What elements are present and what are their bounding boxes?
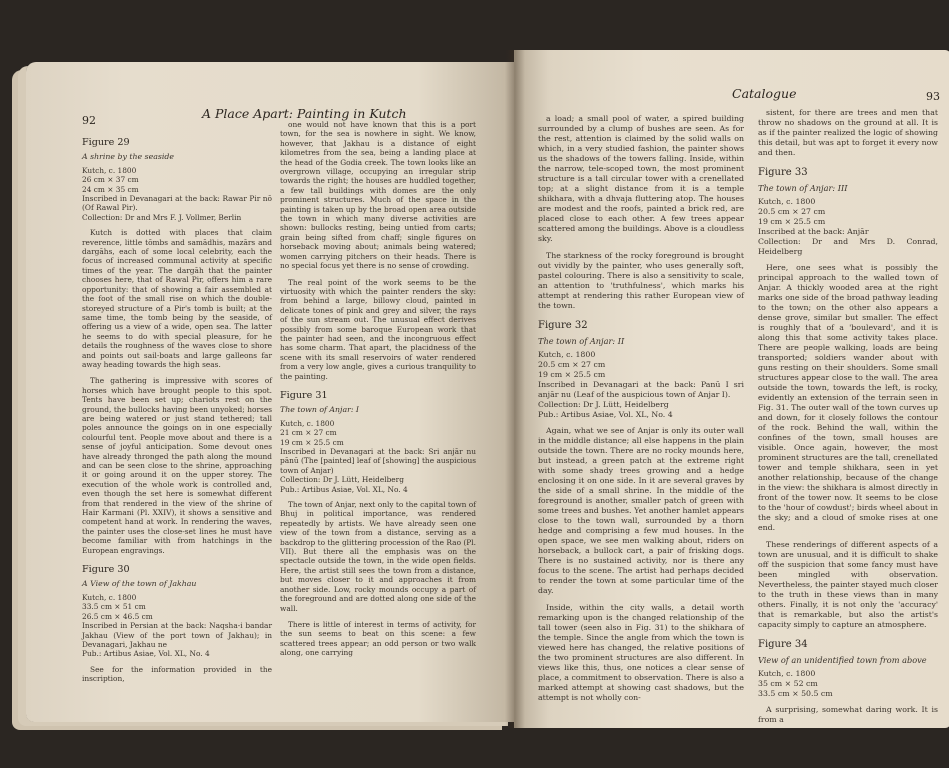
meta-line: Collection: Dr and Mrs F. J. Vollmer, Berlin bbox=[82, 212, 242, 222]
meta-line: Pub.: Artibus Asiae, Vol. XL, No. 4 bbox=[538, 410, 673, 419]
figure-31-meta bbox=[280, 419, 476, 494]
figure-29-title: A shrine by the seaside bbox=[82, 152, 174, 162]
meta-line: Inscribed in Devanagari at the back: Panū I sri anjār nu (Leaf of the auspicious town of Anjar I). bbox=[538, 380, 744, 399]
figure-33-label: Figure 33 bbox=[758, 167, 808, 178]
paragraph: The gathering is impressive with scores of horses which have brought people to this spot. Tents have been set up; chariots rest on the ground, the bullocks having been unyoked; horses are being watered or just stand tethered; tall poles announce the goings on in one especially colourful tent. People move about and there is a sense of joyful anticipation. Some devout ones have already thronged the path along the mound and can be seen close to the shrine, approaching it or going around it on the upper storey. The execution of the whole work is controlled and, even though the set here is somewhat different from that rendered in the view of the shrine of Hair Karmani (Pl. XXIV), it shows a sensitive and competent hand at work. In rendering the waves, the painter uses the close-set lines he must have become familiar with from hatchings in the European engravings. bbox=[82, 376, 272, 555]
figure-32-meta bbox=[538, 350, 744, 420]
meta-line: Collection: Dr J. Lütt, Heidelberg bbox=[280, 475, 404, 485]
meta-line: 33.5 cm × 50.5 cm bbox=[758, 689, 833, 698]
running-head-left: A Place Apart: Painting in Kutch bbox=[202, 106, 407, 121]
right-column-1 bbox=[538, 114, 744, 710]
figure-32-label: Figure 32 bbox=[538, 320, 588, 331]
meta-line: Collection: Dr and Mrs D. Conrad, Heidelberg bbox=[758, 237, 938, 256]
paragraph: a load; a small pool of water, a spired building surrounded by a clump of bushes are seen. As for the rest, attention is claimed by the solid walls on which, in a very studied fashion, the painter shows us the shadows of the towers falling. Inside, within the narrow, tele-scoped town, the most prominent structure is a tall circular tower with a crenellated top; at a slight distance from it is a temple shikhara, with a dhvaja fluttering atop. The houses are modest and the roofs, painted a brick red, are placed close to each other. A few trees appear scattered among the buildings. Above is a cloudless sky. bbox=[538, 114, 744, 243]
paragraph: Kutch is dotted with places that claim reverence, little tōmbs and samādhis, mazārs and dargāhs, each of some local celebrity, each the focus of increased communal activity at specific times of the year. The dargāh that the painter chooses here, that of Rawal Pir, offers him a rare opportunity: that of showing a fair assembled at the foot of the small rise on which the double-storeyed structure of a Pir's tomb is built; at the same time, the tomb being by the seaside, of offering us a view of a wide, open sea. The latter he seems to do with special pleasure, for he details the roughness of the waves close to shore and points out sail-boats and large galleons far away heading towards the high seas. bbox=[82, 228, 272, 369]
meta-line: Kutch, c. 1800 bbox=[280, 418, 335, 428]
meta-line: 21 cm × 27 cm bbox=[280, 428, 337, 438]
meta-line: Kutch, c. 1800 bbox=[82, 592, 137, 602]
figure-29-meta bbox=[82, 166, 272, 222]
meta-line: 19 cm × 25.5 cm bbox=[758, 217, 826, 226]
meta-line: Inscribed in Persian at the back: Naqsha-i bandar Jakhau (View of the port town of Jakhau); in Devanagari, Jakhau ne bbox=[82, 621, 272, 649]
figure-34-label: Figure 34 bbox=[758, 639, 808, 650]
figure-30-label: Figure 30 bbox=[82, 564, 130, 576]
meta-line: 26 cm × 37 cm bbox=[82, 175, 139, 185]
paragraph: Here, one sees what is possibly the principal approach to the walled town of Anjar. A thickly wooded area at the right marks one side of the broad pathway leading to the town; on the other also appears a dense grove, similar but smaller. The effect is roughly that of a 'boulevard', and it is along this that some activity takes place. There are people walking, loads are being transported; soldiers wander about with guns resting on their shoulders. Some small structures appear close to the wall. The area outside the town, towards the left, is rocky, evidently an extension of the terrain seen in Fig. 31. The outer wall of the town curves up and down, for it closely follows the contour of the rock. Behind the wall, within the confines of the town, small houses are visible. Once again, however, the most prominent structures are the tall, crenellated tower and temple shikhara, seen in yet another relationship, because of the change in the view: the shikhara is almost directly in front of the tower now. It seems to be close to the 'hour of cowdust'; birds wheel about in the sky; and a cloud of smoke rises at one end. bbox=[758, 263, 938, 532]
meta-line: Kutch, c. 1800 bbox=[538, 350, 596, 359]
figure-29-label: Figure 29 bbox=[82, 137, 130, 148]
meta-line: 24 cm × 35 cm bbox=[82, 184, 139, 194]
paragraph: The town of Anjar, next only to the capital town of Bhuj in political importance, was rendered repeatedly by artists. We have already seen one view of the town from a distance, serving as a backdrop to the glittering procession of the Rao (Pl. VII). But there all the emphasis was on the spectacle outside the town, in the wide open fields. Here, the artist still sees the town from a distance, but moves closer to it and approaches it from another side. Low, rocky mounds occupy a part of the foreground and are dotted along one side of the wall. bbox=[280, 500, 476, 613]
paragraph: See for the information provided in the inscription, bbox=[82, 664, 272, 684]
figure-30-meta bbox=[82, 593, 272, 659]
figure-31-title: The town of Anjar: I bbox=[280, 405, 360, 415]
meta-line: 19 cm × 25.5 cm bbox=[538, 370, 606, 379]
figure-30-title: A View of the town of Jakhau bbox=[82, 579, 197, 589]
left-column-2 bbox=[280, 120, 476, 665]
paragraph: These renderings of different aspects of a town are unusual, and it is difficult to shake off the suspicion that some fancy must have been mingled with observation. Nevertheless, the painter stayed much closer to the truth in these views than in many others. Finally, it is not only the 'accuracy' that is remarkable, but also the artist's capacity simply to capture an atmosphere. bbox=[758, 540, 938, 629]
meta-line: Inscribed in Devanagari at the back: Rawar Pir nō (Of Rawal Pir). bbox=[82, 194, 272, 213]
meta-line: 26.5 cm × 46.5 cm bbox=[82, 611, 153, 621]
left-page bbox=[26, 62, 516, 722]
meta-line: Pub.: Artibus Asiae, Vol. XL, No. 4 bbox=[82, 649, 210, 659]
figure-34-title: View of an unidentified town from above bbox=[758, 655, 927, 665]
figure-34-meta bbox=[758, 669, 938, 699]
meta-line: Kutch, c. 1800 bbox=[82, 165, 137, 175]
right-page bbox=[514, 50, 949, 728]
meta-line: Pub.: Artibus Asiae, Vol. XL, No. 4 bbox=[280, 484, 408, 494]
figure-31-label: Figure 31 bbox=[280, 389, 328, 401]
meta-line: 35 cm × 52 cm bbox=[758, 679, 818, 688]
paragraph: Inside, within the city walls, a detail worth remarking upon is the changed relationship of the tall tower (seen also in Fig. 31) to the shikhara of the temple. Since the angle from which the town is viewed here has changed, the relative positions of the two prominent structures are also different. In views like this, thus, one notices a clear sense of place, a commitment to observation. There is also a marked attempt at showing cast shadows, but the attempt is not wholly con- bbox=[538, 603, 744, 702]
figure-32-title: The town of Anjar: II bbox=[538, 336, 625, 346]
paragraph: There is little of interest in terms of activity, for the sun seems to beat on this scene: a few scattered trees appear; an odd person or two walk along, one carrying bbox=[280, 619, 476, 658]
meta-line: 20.5 cm × 27 cm bbox=[538, 360, 606, 369]
meta-line: 19 cm × 25.5 cm bbox=[280, 437, 344, 447]
meta-line: Kutch, c. 1800 bbox=[758, 197, 816, 206]
book-gutter bbox=[505, 50, 525, 728]
paragraph: sistent, for there are trees and men that throw no shadows on the ground at all. It is as if the painter realized the logic of showing this detail, but was apt to forget it every now and then. bbox=[758, 108, 938, 157]
paragraph: A surprising, somewhat daring work. It is from a bbox=[758, 705, 938, 724]
meta-line: Collection: Dr J. Lütt, Heidelberg bbox=[538, 400, 669, 409]
paragraph: Again, what we see of Anjar is only its outer wall in the middle distance; all else happens in the plain outside the town. There are no rocky mounds here, but instead, a green patch at the extreme right with some shady trees growing and a hedge enclosing it on one side. In it are several graves by the side of a small shrine. In the middle of the foreground is another, smaller patch of green with some trees and bushes. Yet another hamlet appears close to the town wall, surrounded by a thorn hedge and comprising a few mud houses. In the open space, we see men walking about, riders on horseback, a bullock cart, a pair of frisking dogs. There is no sustained activity, nor is there any focus to the scene. The artist had perhaps decided to render the town at some particular time of the day. bbox=[538, 426, 744, 595]
page-number-right: 93 bbox=[926, 90, 940, 103]
meta-line: 33.5 cm × 51 cm bbox=[82, 602, 146, 612]
running-head-right: Catalogue bbox=[732, 86, 797, 101]
figure-33-title: The town of Anjar: III bbox=[758, 183, 848, 193]
meta-line: 20.5 cm × 27 cm bbox=[758, 207, 826, 216]
paragraph: The starkness of the rocky foreground is brought out vividly by the painter, who uses generally soft, pastel colouring. There is also a sensitivity to scale, an attention to 'truthfulness', which marks his attempt at rendering this rather European view of the town. bbox=[538, 251, 744, 310]
right-column-2 bbox=[758, 108, 938, 728]
paragraph: one would not have known that this is a port town, for the sea is nowhere in sight. We know, however, that Jakhau is a distance of eight kilometres from the sea, being a landing place at the head of the Godia creek. The town looks like an overgrown village, occupying an irregular strip towards the right; the houses are huddled together, a few tall buildings with domes are the only prominent structures. Much of the space in the painting is taken up by the broad open area outside the town in which many diverse activities are shown: bullocks resting, being untied from carts; grain being sifted from chaff; single figures on horseback moving about; animals being watered; women carrying pitchers on their heads. There is no special focus yet there is no sense of crowding. bbox=[280, 120, 476, 271]
left-column-1 bbox=[82, 128, 272, 691]
figure-33-meta bbox=[758, 197, 938, 257]
meta-line: Kutch, c. 1800 bbox=[758, 669, 816, 678]
page-number-left: 92 bbox=[82, 114, 96, 127]
meta-line: Inscribed in Devanagari at the back: Sri anjār nu pānū (The [painted] leaf of [showing] the auspicious town of Anjar) bbox=[280, 447, 476, 475]
meta-line: Inscribed at the back: Anjār bbox=[758, 227, 869, 236]
paragraph: The real point of the work seems to be the virtuosity with which the painter renders the sky: from behind a large, billowy cloud, painted in delicate tones of pink and grey and silver, the rays of the sun stream out. The unusual effect derives possibly from some baroque European work that the painter had seen, and the incongruous effect has some charm. That apart, the placidness of the scene with its small reservoirs of water rendered from a very low angle, gives a curious tranquility to the painting. bbox=[280, 277, 476, 381]
